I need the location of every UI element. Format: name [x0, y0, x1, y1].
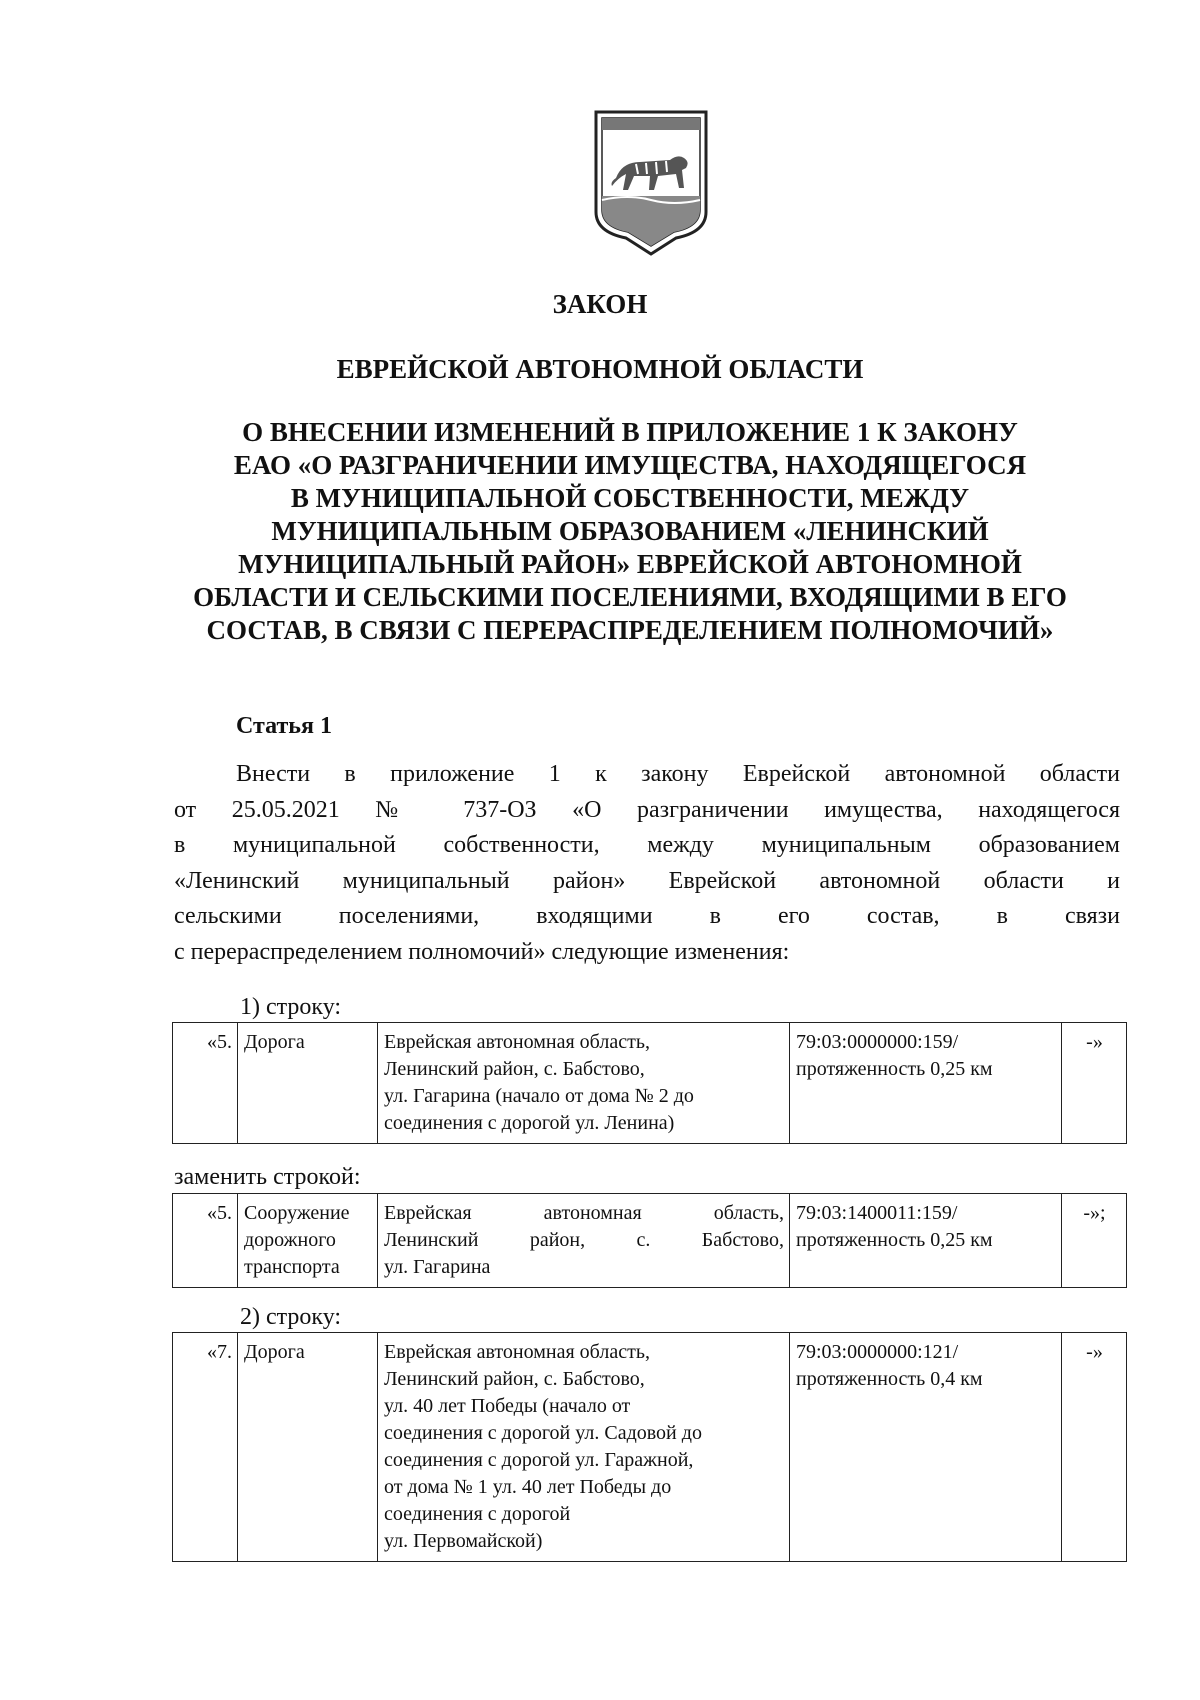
old-row-7-table: [172, 1332, 1127, 1562]
object-address: [378, 1194, 790, 1288]
object-address: [378, 1333, 790, 1562]
cadastral-info: [790, 1194, 1062, 1288]
address-line: ул. Гагарина: [384, 1256, 491, 1278]
law-title: [170, 416, 1090, 647]
cadastral-number: 79:03:1400011:159/: [796, 1202, 958, 1224]
paragraph-line: от 25.05.2021 № 737-ОЗ «О разграничении имущества, находящегося: [174, 796, 1120, 823]
row-end-mark: -»: [1062, 1023, 1127, 1144]
paragraph-line: в муниципальной собственности, между муниципальным образованием: [174, 832, 1120, 858]
address-line: соединения с дорогой: [384, 1503, 571, 1525]
cadastral-number: 79:03:0000000:159/: [796, 1031, 959, 1053]
row-end-mark: -»;: [1062, 1194, 1127, 1288]
row-label-2: 2) строку:: [240, 1304, 342, 1330]
address-line: Ленинский район, с. Бабстово,: [384, 1368, 645, 1390]
cadastral-info: [790, 1023, 1062, 1144]
new-row-5-table: [172, 1193, 1127, 1288]
law-title-line: СОСТАВ, В СВЯЗИ С ПЕРЕРАСПРЕДЕЛЕНИЕМ ПОЛНОМОЧИЙ»: [206, 615, 1054, 645]
object-name-line: дорожного: [244, 1229, 336, 1251]
article-heading: Статья 1: [236, 713, 332, 739]
law-title-line: В МУНИЦИПАЛЬНОЙ СОБСТВЕННОСТИ, МЕЖДУ: [290, 483, 970, 513]
object-name: Дорога: [238, 1333, 378, 1562]
object-length: протяженность 0,25 км: [796, 1058, 993, 1080]
table-row: [173, 1194, 1127, 1288]
address-line: Ленинский район, с. Бабстово,: [384, 1229, 784, 1251]
law-title-line: ЕАО «О РАЗГРАНИЧЕНИИ ИМУЩЕСТВА, НАХОДЯЩЕГОСЯ: [233, 450, 1027, 480]
object-length: протяженность 0,4 км: [796, 1368, 983, 1390]
law-title-line: ОБЛАСТИ И СЕЛЬСКИМИ ПОСЕЛЕНИЯМИ, ВХОДЯЩИМИ В ЕГО: [193, 582, 1067, 612]
row-number: «5.: [173, 1023, 238, 1144]
address-line: ул. 40 лет Победы (начало от: [384, 1395, 631, 1417]
table-row: [173, 1023, 1127, 1144]
document-type-heading: ЗАКОН: [552, 289, 648, 319]
law-title-line: МУНИЦИПАЛЬНЫЙ РАЙОН» ЕВРЕЙСКОЙ АВТОНОМНОЙ: [238, 549, 1022, 579]
object-name: [238, 1194, 378, 1288]
address-line: от дома № 1 ул. 40 лет Победы до: [384, 1476, 672, 1498]
object-name-line: Сооружение: [244, 1202, 350, 1224]
replace-label: заменить строкой:: [174, 1164, 361, 1190]
row-number: «7.: [173, 1333, 238, 1562]
cadastral-info: [790, 1333, 1062, 1562]
address-line: соединения с дорогой ул. Ленина): [384, 1112, 675, 1134]
old-row-5-table: [172, 1022, 1127, 1144]
address-line: Еврейская автономная область,: [384, 1202, 784, 1224]
row-label-1: 1) строку:: [240, 994, 342, 1020]
paragraph-line: «Ленинский муниципальный район» Еврейской автономной области и: [174, 867, 1120, 894]
address-line: Ленинский район, с. Бабстово,: [384, 1058, 645, 1080]
table-row: [173, 1333, 1127, 1562]
address-line: Еврейская автономная область,: [384, 1031, 650, 1053]
article-paragraph: [174, 757, 1120, 970]
paragraph-line: Внести в приложение 1 к закону Еврейской автономной области: [236, 761, 1120, 787]
region-heading: ЕВРЕЙСКОЙ АВТОНОМНОЙ ОБЛАСТИ: [336, 354, 864, 384]
address-line: соединения с дорогой ул. Гаражной,: [384, 1449, 694, 1471]
address-line: соединения с дорогой ул. Садовой до: [384, 1422, 702, 1444]
object-address: [378, 1023, 790, 1144]
row-end-mark: -»: [1062, 1333, 1127, 1562]
address-line: ул. Гагарина (начало от дома № 2 до: [384, 1085, 694, 1107]
row-number: «5.: [173, 1194, 238, 1288]
object-name: Дорога: [238, 1023, 378, 1144]
address-line: ул. Первомайской): [384, 1530, 543, 1552]
object-length: протяженность 0,25 км: [796, 1229, 993, 1251]
paragraph-line: сельскими поселениями, входящими в его состав, в связи: [174, 903, 1120, 929]
law-title-line: О ВНЕСЕНИИ ИЗМЕНЕНИЙ В ПРИЛОЖЕНИЕ 1 К ЗАКОНУ: [242, 417, 1018, 447]
address-line: Еврейская автономная область,: [384, 1341, 650, 1363]
paragraph-line: с перераспределением полномочий» следующие изменения:: [174, 938, 790, 965]
law-title-line: МУНИЦИПАЛЬНЫМ ОБРАЗОВАНИЕМ «ЛЕНИНСКИЙ: [271, 516, 989, 546]
coat-of-arms-icon: [588, 108, 714, 258]
object-name-line: транспорта: [244, 1256, 340, 1278]
cadastral-number: 79:03:0000000:121/: [796, 1341, 959, 1363]
